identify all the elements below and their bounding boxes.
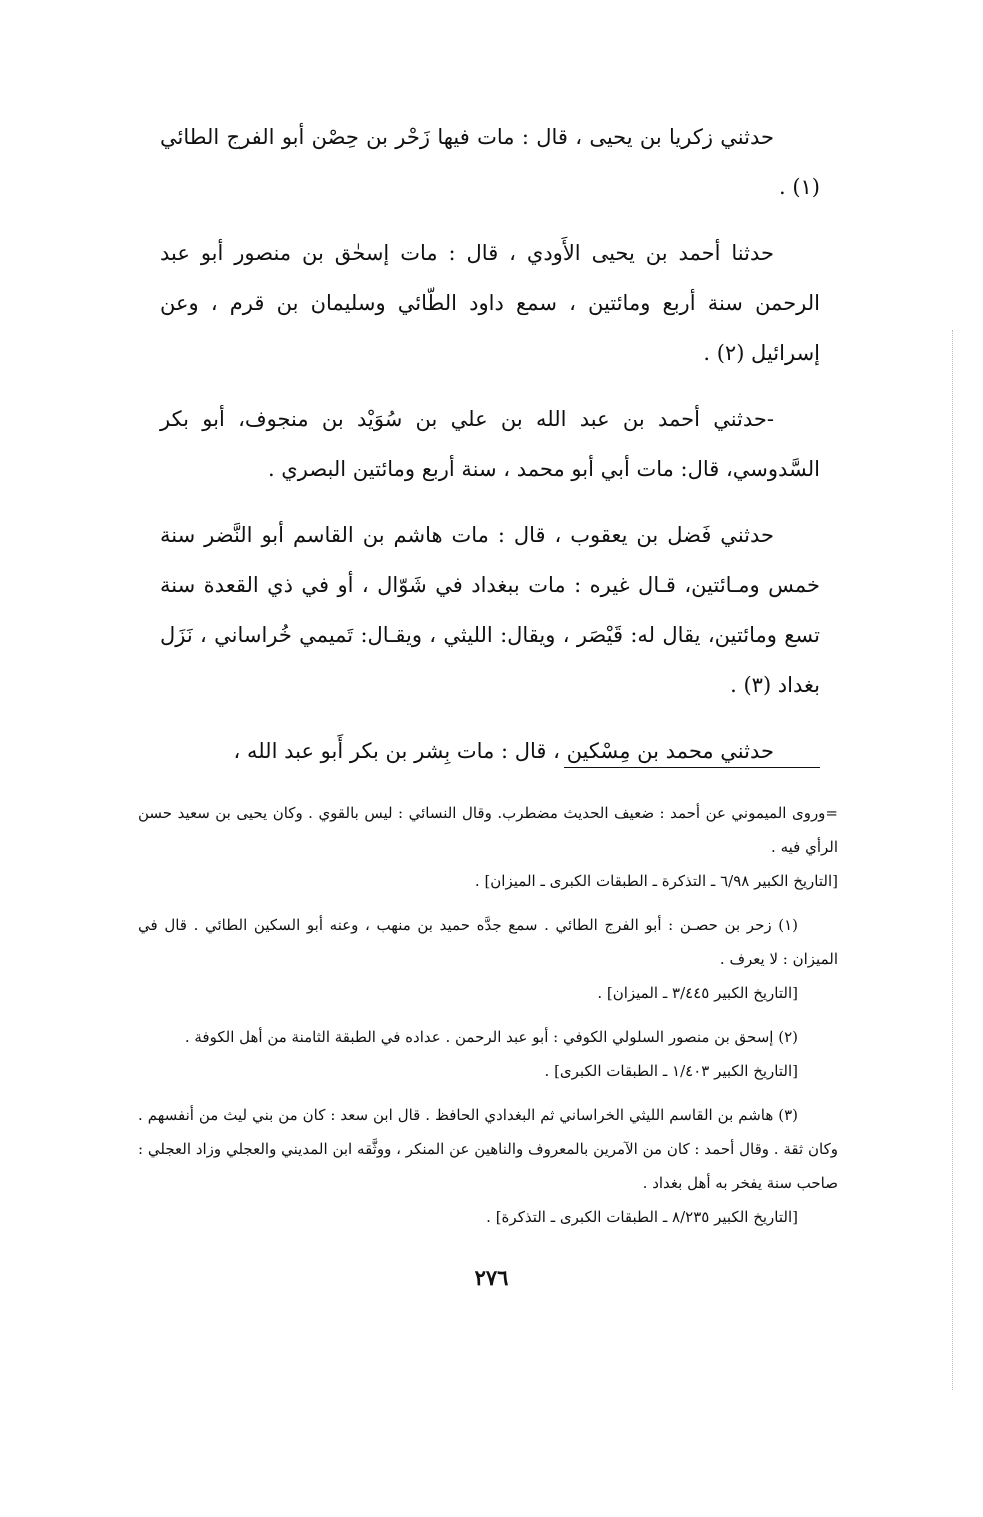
footnote-3-ref: [التاريخ الكبير ٨/٢٣٥ ـ الطبقات الكبرى ـ التذكرة] . [486,1208,798,1226]
footnote-1-ref: [التاريخ الكبير ٣/٤٤٥ ـ الميزان] . [597,984,798,1002]
page-number: ٢٧٦ [474,1265,509,1290]
footnotes [138,796,838,1244]
footnote-continued-text: =وروى الميموني عن أحمد : ضعيف الحديث مضطرب. وقال النسائي : ليس بالقوي . وكان يحيى بن سعيد حسن الرأي فيه . [138,804,838,856]
footnote-divider [564,767,820,768]
footnote-2-ref: [التاريخ الكبير ١/٤٠٣ ـ الطبقات الكبرى] . [544,1062,798,1080]
footnote-3 [138,1098,838,1234]
footnote-continued [138,796,838,898]
footnote-1-text: (١) زحر بن حصـن : أبو الفرج الطائي . سمع جدَّه حميد بن منهب ، وعنه أبو السكين الطائي . قال في الميزان : لا يعرف . [138,916,838,968]
paragraph-1: حدثني زكريا بن يحيى ، قال : مات فيها زَحْر بن حِصْن أبو الفرج الطائي (١) . [160,125,820,199]
paragraph-2: حدثنا أحمد بن يحيى الأَودي ، قال : مات إسحٰق بن منصور أبو عبد الرحمن سنة أربع ومائتين ، سمع داود الطّائي وسليمان بن قرم ، وعن إسرائيل (٢) . [160,241,820,365]
paragraph-4: حدثني فَضل بن يعقوب ، قال : مات هاشم بن القاسم أبو النَّضر سنة خمس ومـائتين، قـال غيره : مات ببغداد في شَوّال ، أو في ذي القعدة سنة تسع ومائتين، يقال له: قَيْصَر ، ويقال: الليثي ، ويقـال: تَميمي خُراساني ، نَزَل بغداد (٣) . [160,523,820,697]
paragraph-5: حدثني محمد بن مِسْكين ، قال : مات بِشر بن بكر أَبو عبد الله ، [233,739,774,763]
footnote-1 [138,908,838,1010]
footnote-2-text: (٢) إسحق بن منصور السلولي الكوفي : أبو عبد الرحمن . عداده في الطبقة الثامنة من أهل الكوفة . [184,1028,798,1046]
footnote-2 [138,1020,838,1088]
scan-edge-line [952,330,953,1390]
footnote-continued-ref: [التاريخ الكبير ٦/٩٨ ـ التذكرة ـ الطبقات الكبرى ـ الميزان] . [474,872,838,890]
footnote-3-text: (٣) هاشم بن القاسم الليثي الخراساني ثم البغدادي الحافظ . قال ابن سعد : كان من بني ليث من أنفسهم . وكان ثقة . وقال أحمد : كان من الآمرين بالمعروف والناهين عن المنكر ، ووثَّقه ابن المديني والعجلي وزاد العجلي : صاحب سنة يفخر به أهل بغداد . [138,1106,838,1192]
paragraph-3: -حدثني أحمد بن عبد الله بن علي بن سُوَيْد بن منجوف، أبو بكر السَّدوسي، قال: مات أبي أبو محمد ، سنة أربع ومائتين البصري . [160,407,820,481]
main-text [160,112,820,792]
